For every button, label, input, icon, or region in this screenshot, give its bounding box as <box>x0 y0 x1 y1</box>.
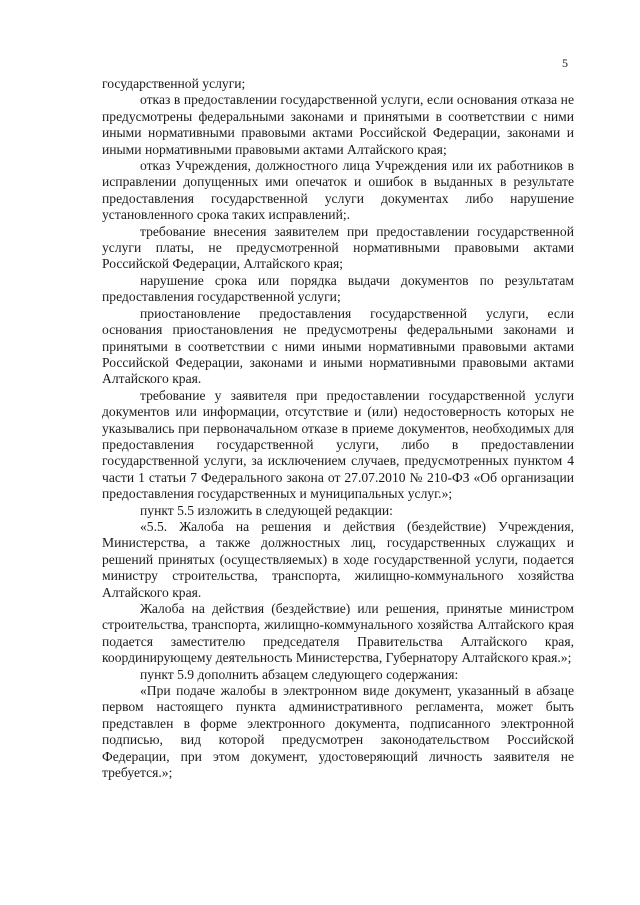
page-number: 5 <box>562 56 568 70</box>
paragraph: «5.5. Жалоба на решения и действия (бездействие) Учреждения, Министерства, а также должностных лиц, государственных служащих и решений принятых (осуществляемых) в ходе государственной услуги, подается министру строительства, транспорта, жилищно-коммунального хозяйства Алтайского края. <box>102 518 574 600</box>
document-body <box>102 76 574 781</box>
paragraph: требование у заявителя при предоставлении государственной услуги документов или информации, отсутствие и (или) недостоверность которых не указывались при первоначальном отказе в приеме документов, необходимых для предоставления государственной услуги, либо в предоставлении государственной услуги, за исключением случаев, предусмотренных пунктом 4 части 1 статьи 7 Федерального закона от 27.07.2010 № 210-ФЗ «Об организации предоставления государственных и муниципальных услуг.»; <box>102 387 574 502</box>
paragraph: «При подаче жалобы в электронном виде документ, указанный в абзаце первом настоящего пункта административного регламента, может быть представлен в форме электронного документа, подписанного электронной подписью, вид которой предусмотрен законодательством Российской Федерации, при этом документ, удостоверяющий личность заявителя не требуется.»; <box>102 683 574 781</box>
paragraph: нарушение срока или порядка выдачи документов по результатам предоставления государственной услуги; <box>102 272 574 305</box>
paragraph: отказ Учреждения, должностного лица Учреждения или их работников в исправлении допущенных ими опечаток и ошибок в выданных в результате предоставления государственной услуги документах либо нарушение установленного срока таких исправлений;. <box>102 158 574 223</box>
paragraph: пункт 5.9 дополнить абзацем следующего содержания: <box>140 666 459 682</box>
paragraph: требование внесения заявителем при предоставлении государственной услуги платы, не предусмотренной нормативными правовыми актами Российской Федерации, Алтайского края; <box>102 223 574 272</box>
paragraph: Жалоба на действия (бездействие) или решения, принятые министром строительства, транспорта, жилищно-коммунального хозяйства Алтайского края подается заместителю председателя Правительства Алтайского края, координирующему деятельность Министерства, Губернатору Алтайского края.»; <box>102 601 574 666</box>
paragraph: отказ в предоставлении государственной услуги, если основания отказа не предусмотрены федеральными законами и принятыми в соответствии с ними иными нормативными правовыми актами Российской Федерации, законами и иными нормативными правовыми актами Алтайского края; <box>102 92 574 157</box>
paragraph: государственной услуги; <box>102 76 246 91</box>
paragraph: пункт 5.5 изложить в следующей редакции: <box>140 502 393 518</box>
paragraph: приостановление предоставления государственной услуги, если основания приостановления не предусмотрены федеральными законами и принятыми в соответствии с ними иными нормативными правовыми актами Российской Федерации, законами и иными нормативными правовыми актами Алтайского края. <box>102 305 574 387</box>
